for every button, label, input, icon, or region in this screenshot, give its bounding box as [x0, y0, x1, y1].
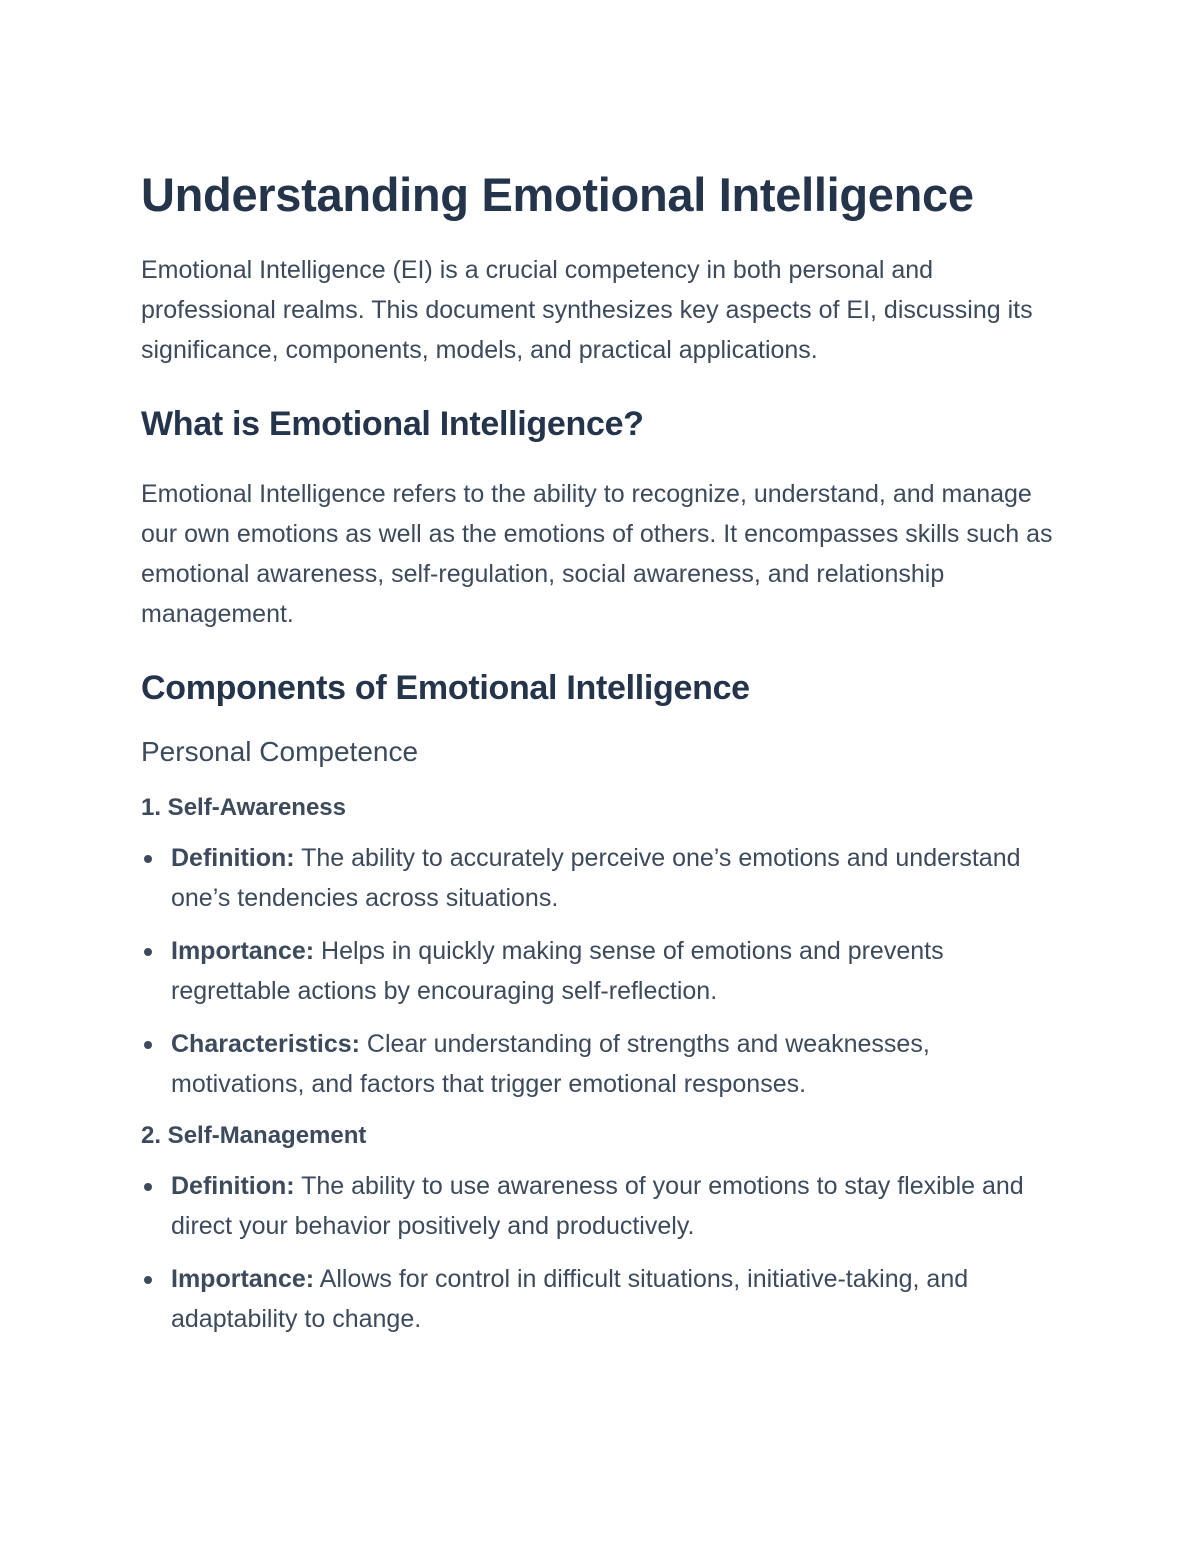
list-item-text: Helps in quickly making sense of emotions and prevents regrettable actions by encouraging self-reflection.: [171, 937, 944, 1005]
list-item-term: Definition:: [171, 844, 295, 872]
group-title-self-management: 2. Self-Management: [141, 1122, 367, 1149]
section-heading-what-is-ei: What is Emotional Intelligence?: [141, 405, 644, 443]
bullet-icon: [144, 1041, 152, 1049]
self-awareness-list: [141, 838, 1066, 1104]
list-item-text: The ability to accurately perceive one’s emotions and understand one’s tendencies across situations.: [171, 844, 1021, 912]
what-is-ei-paragraph: Emotional Intelligence refers to the ability to recognize, understand, and manage our own emotions as well as the emotions of others. It encompasses skills such as emotional awareness, self-regulation, social awareness, and relationship management.: [141, 480, 1053, 628]
document-page: [141, 166, 1066, 1339]
list-item-term: Characteristics:: [171, 1030, 360, 1058]
list-item: [141, 1024, 1066, 1104]
subsection-heading-personal-competence: Personal Competence: [141, 736, 419, 767]
bullet-icon: [144, 855, 152, 863]
list-item: [141, 1259, 1066, 1339]
list-item: [141, 838, 1066, 918]
document-title: Understanding Emotional Intelligence: [141, 168, 974, 221]
bullet-icon: [144, 1183, 152, 1191]
bullet-icon: [144, 948, 152, 956]
list-item-term: Definition:: [171, 1172, 295, 1200]
section-heading-components: Components of Emotional Intelligence: [141, 669, 750, 707]
list-item-text: Clear understanding of strengths and weaknesses, motivations, and factors that trigger emotional responses.: [171, 1030, 930, 1098]
bullet-icon: [144, 1276, 152, 1284]
list-item: [141, 931, 1066, 1011]
list-item-text: Allows for control in difficult situations, initiative-taking, and adaptability to change.: [171, 1265, 969, 1333]
list-item-term: Importance:: [171, 937, 315, 965]
group-title-self-awareness: 1. Self-Awareness: [141, 794, 346, 821]
list-item: [141, 1166, 1066, 1246]
list-item-text: The ability to use awareness of your emotions to stay flexible and direct your behavior positively and productively.: [171, 1172, 1024, 1240]
self-management-list: [141, 1166, 1066, 1339]
list-item-term: Importance:: [171, 1265, 315, 1293]
intro-paragraph: Emotional Intelligence (EI) is a crucial competency in both personal and professional realms. This document synthesizes key aspects of EI, discussing its significance, components, models, and practical applications.: [141, 256, 1033, 364]
